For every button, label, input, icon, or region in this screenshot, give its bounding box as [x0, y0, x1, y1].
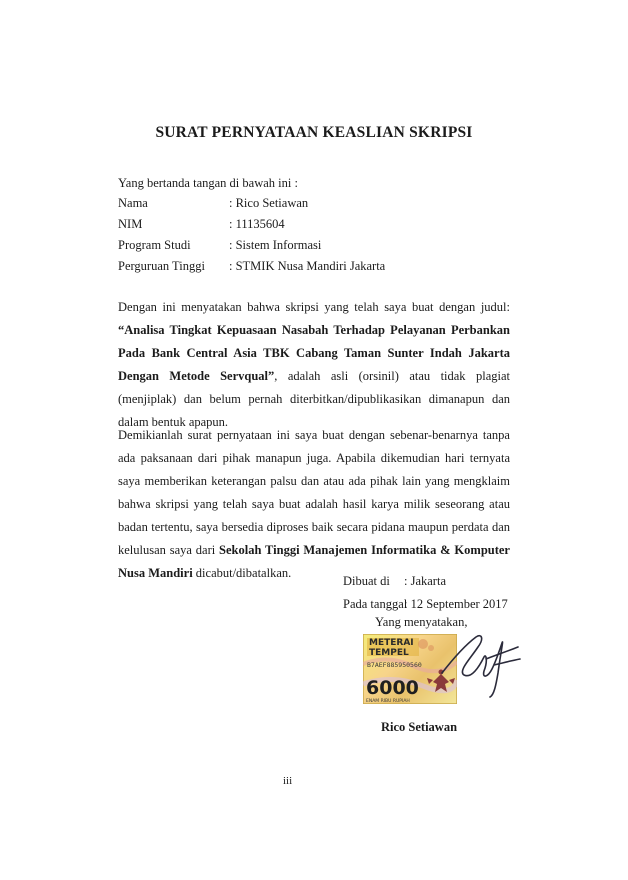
- flower-pattern-icon: [418, 639, 434, 651]
- date-label: Pada tanggal: [343, 597, 408, 611]
- signature: [438, 625, 524, 706]
- identity-label: Nama: [118, 196, 148, 210]
- stamp-caption: ENAM RIBU RUPIAH: [366, 699, 410, 704]
- identity-row-institution: [118, 256, 385, 277]
- place-row: [343, 570, 508, 593]
- thesis-title: “Analisa Tingkat Kepuasaan Nasabah Terhadap Pelayanan Perbankan Pada Bank Central Asia TBK Cabang Taman Sunter Indah Jakarta Dengan Metode Servqual”: [118, 323, 510, 383]
- identity-value: : Sistem Informasi: [229, 238, 322, 252]
- declaration-lead: Demikianlah surat pernyataan ini saya buat dengan sebenar-benarnya tanpa ada paksanaan dari pihak manapun juga. Apabila dikemudian hari ternyata saya memberikan keterangan palsu dan atau ada pihak lain yang mengklaim bahwa skripsi yang telah saya buat adalah hasil karya milik seseorang atau badan tertentu, saya bersedia diproses baik secara pidana maupun perdata dan kelulusan saya dari: [118, 428, 510, 557]
- identity-value: : STMIK Nusa Mandiri Jakarta: [229, 259, 386, 273]
- page-number: iii: [283, 775, 293, 787]
- identity-label: Program Studi: [118, 238, 191, 252]
- date-row: [343, 593, 508, 616]
- stamp-word-1: METERAI: [369, 638, 414, 648]
- place-label: Dibuat di: [343, 574, 390, 588]
- stamp-serial: B7AEF885950560: [367, 661, 422, 669]
- declaration-paragraph: [118, 424, 510, 585]
- date-value: : 12 September 2017: [404, 597, 508, 611]
- stamp-word-2: TEMPEL: [369, 648, 409, 658]
- statement-lead: Dengan ini menyatakan bahwa skripsi yang telah saya buat dengan judul:: [118, 300, 510, 314]
- identity-row-name: [118, 193, 385, 214]
- institution-name: Sekolah Tinggi Manajemen Informatika & Komputer Nusa Mandiri: [118, 543, 510, 580]
- identity-value: : Rico Setiawan: [229, 196, 309, 210]
- place-value: : Jakarta: [404, 574, 446, 588]
- declaration-tail: dicabut/dibatalkan.: [192, 566, 292, 580]
- identity-block: [118, 193, 385, 277]
- signer-name: Rico Setiawan: [381, 720, 458, 734]
- identity-label: NIM: [118, 217, 143, 231]
- statement-tail: , adalah asli (orsinil) atau tidak plagiat (menjiplak) dan belum pernah diterbitkan/dipublikasikan dimanapun dan dalam bentuk apapun.: [118, 369, 510, 429]
- identity-value: : 11135604: [229, 217, 285, 231]
- document-title: SURAT PERNYATAAN KEASLIAN SKRIPSI: [155, 124, 473, 141]
- stamp-amount: 6000: [366, 677, 419, 699]
- declarant-label: Yang menyatakan,: [375, 615, 468, 629]
- intro-text: Yang bertanda tangan di bawah ini :: [118, 176, 298, 190]
- identity-label: Perguruan Tinggi: [118, 259, 205, 273]
- identity-row-nim: [118, 214, 385, 235]
- statement-paragraph: [118, 296, 510, 434]
- place-date-block: [343, 570, 508, 616]
- identity-row-program: [118, 235, 385, 256]
